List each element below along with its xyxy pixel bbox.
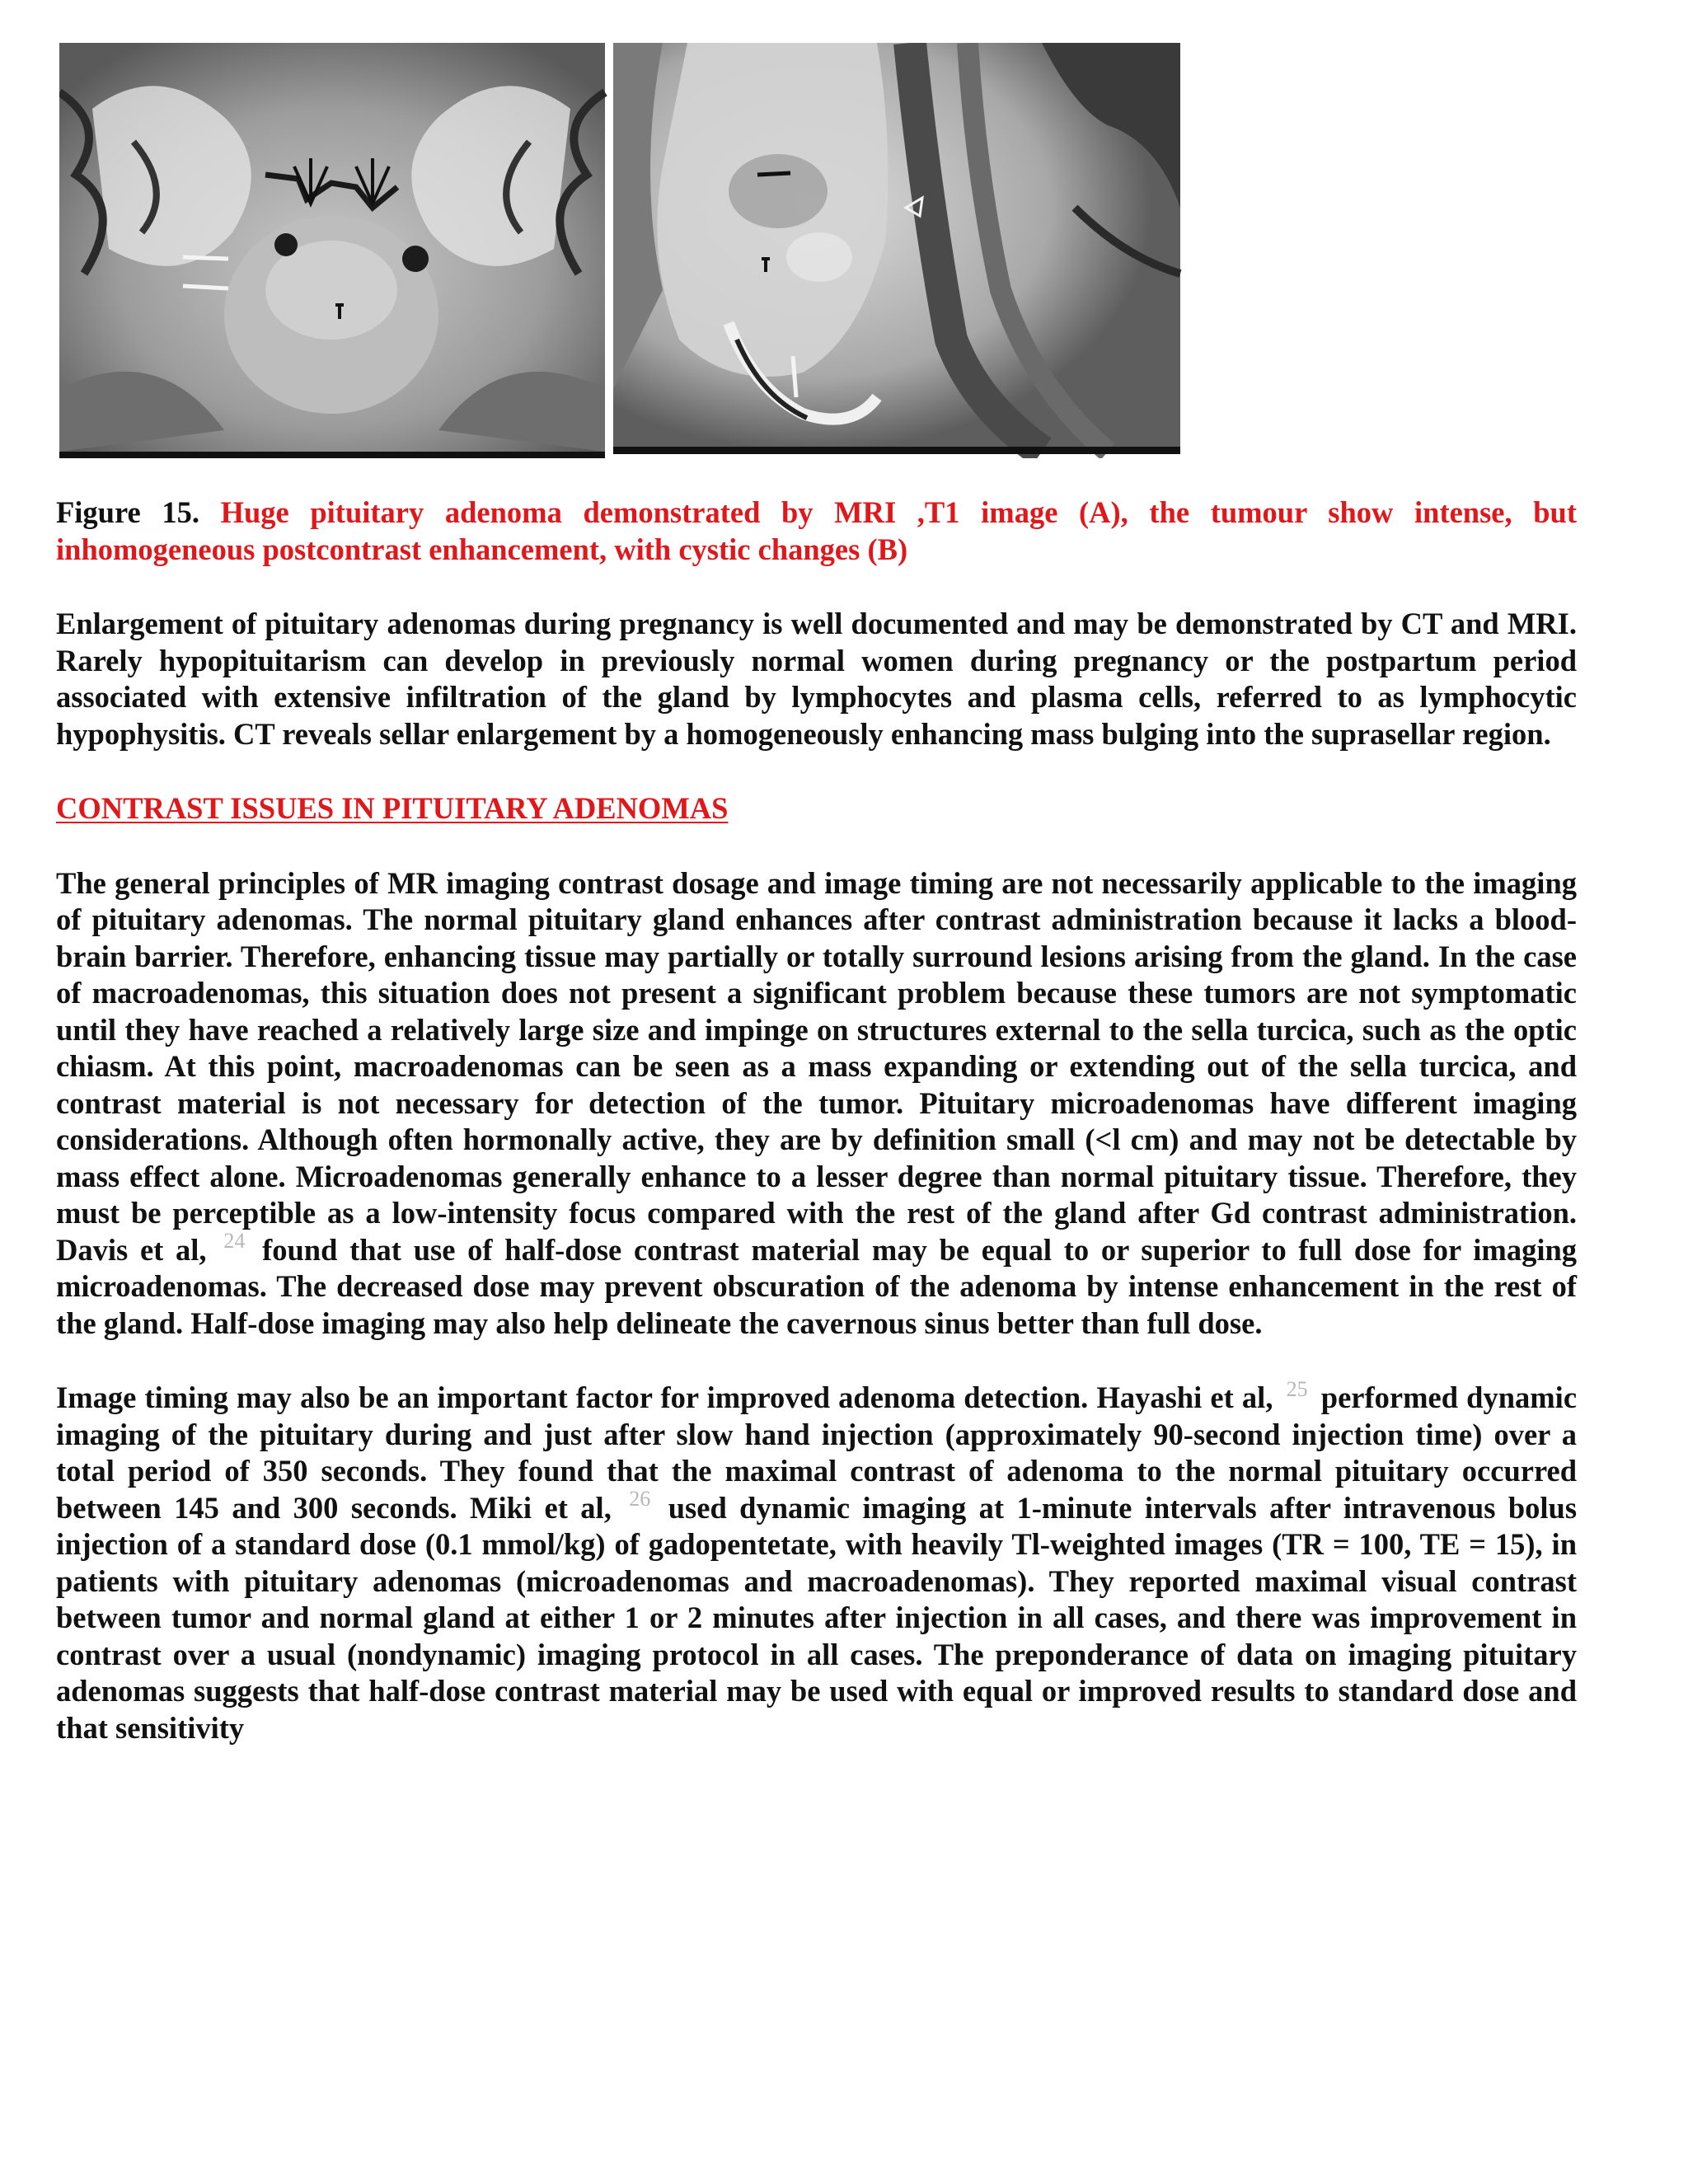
figure-label: Figure 15. [56, 495, 199, 529]
paragraph-text: used dynamic imaging at 1-minute intervals after intravenous bolus injection of a standard dose (0.1 mmol/kg) of gadopentetate, with heavily Tl-weighted images (TR = 100, TE = 15), in patients with pituitary adenomas (microadenomas and macroadenomas). They reported maximal visual contrast between tumor and normal gland at either 1 or 2 minutes after injection in all cases, and there was improvement in contrast over a usual (nondynamic) imaging protocol in all cases. The preponderance of data on imaging pituitary adenomas suggests that half-dose contrast material may be used with equal or improved results to standard dose and that sensitivity [56, 1490, 1578, 1745]
reference-link[interactable]: 25 [1286, 1376, 1308, 1401]
paragraph-contrast-dosage [56, 865, 1577, 1343]
reference-link[interactable]: 24 [223, 1229, 246, 1254]
mri-sagittal-postcontrast-image [613, 43, 1180, 454]
paragraph-text: Image timing may also be an important factor for improved adenoma detection. Hayashi et al, [56, 1380, 1273, 1414]
paragraph-text: performed dynamic imaging of the pituitary during and just after slow hand injection (approximately 90-second injection time) over a total period of 350 seconds. They found that the maximal contrast of adenoma to the normal pituitary occurred between 145 and 300 seconds. Miki et al, [56, 1380, 1578, 1525]
article-body [56, 494, 1577, 1784]
reference-link[interactable]: 26 [629, 1487, 651, 1511]
section-heading: CONTRAST ISSUES IN PITUITARY ADENOMAS [56, 791, 729, 825]
paragraph-pregnancy: Enlargement of pituitary adenomas during pregnancy is well documented and may be demonstrated by CT and MRI. Rarely hypopituitarism can develop in previously normal women during pregnancy or the postpartum period associated with extensive infiltration of the gland by lymphocytes and plasma cells, referred to as lymphocytic hypophysitis. CT reveals sellar enlargement by a homogeneously enhancing mass bulging into the suprasellar region. [56, 607, 1577, 751]
paragraph-text: found that use of half-dose contrast material may be equal to or superior to full dose for imaging microadenomas. The decreased dose may prevent obscuration of the adenoma by intense enhancement in the rest of the gland. Half-dose imaging may also help delineate the cavernous sinus better than full dose. [56, 1232, 1578, 1340]
figure-15-images [59, 43, 1185, 458]
figure-caption [56, 494, 1577, 568]
mri-coronal-t1-image [59, 43, 605, 458]
figure-caption-text: Huge pituitary adenoma demonstrated by MRI ,T1 image (A), the tumour show intense, but inhomogeneous postcontrast enhancement, with cystic changes (B) [56, 495, 1578, 566]
paragraph-text: The general principles of MR imaging contrast dosage and image timing are not necessarily applicable to the imaging of pituitary adenomas. The normal pituitary gland enhances after contrast administration because it lacks a blood-brain barrier. Therefore, enhancing tissue may partially or totally surround lesions arising from the gland. In the case of macroadenomas, this situation does not present a significant problem because these tumors are not symptomatic until they have reached a relatively large size and impinge on structures external to the sella turcica, such as the optic chiasm. At this point, macroadenomas can be seen as a mass expanding or extending out of the sella turcica, and contrast material is not necessary for detection of the tumor. Pituitary microadenomas have different imaging considerations. Although often hormonally active, they are by definition small (<l cm) and may not be detectable by mass effect alone. Microadenomas generally enhance to a lesser degree than normal pituitary tissue. Therefore, they must be perceptible as a low-intensity focus compared with the rest of the gland after Gd contrast administration. Davis et al, [56, 865, 1577, 1267]
paragraph-image-timing [56, 1376, 1578, 1746]
